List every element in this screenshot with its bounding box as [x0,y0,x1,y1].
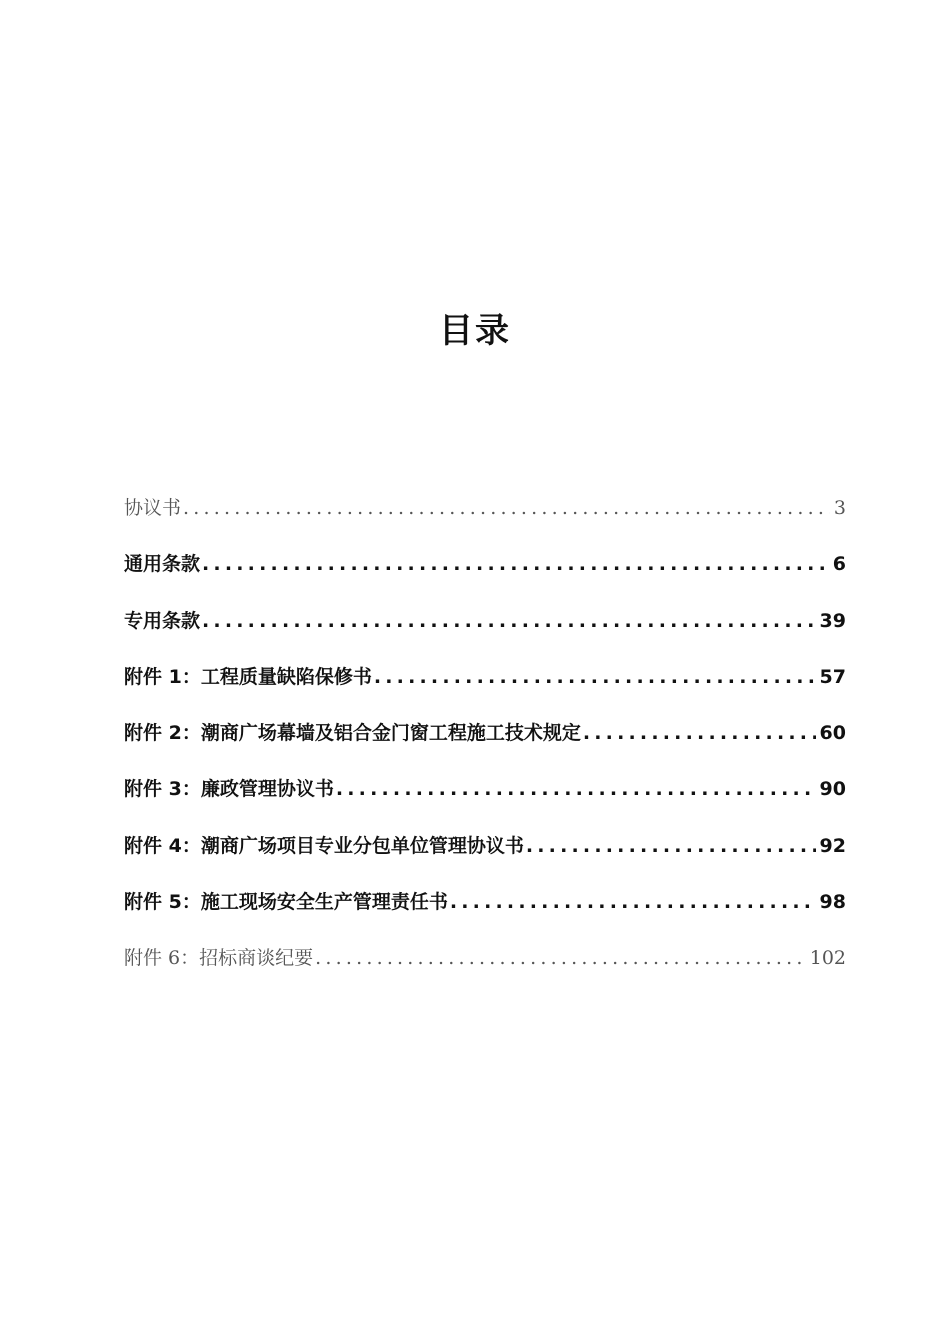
toc-dot-leader [450,884,816,920]
toc-entry-attachment-4[interactable] [124,828,846,884]
toc-page-number: 57 [819,665,846,688]
toc-dot-leader [336,771,816,807]
toc-entry-label: 协议书 [124,497,182,519]
toc-entry-label: 附件 5：施工现场安全生产管理责任书 [124,891,448,914]
toc-page-number: 98 [819,891,846,914]
table-of-contents [124,490,846,997]
toc-entry-attachment-2[interactable] [124,715,846,771]
toc-entry-general-terms[interactable] [124,546,846,602]
toc-entry-special-terms[interactable] [124,603,846,659]
toc-dot-leader [315,940,806,976]
toc-page-number: 92 [819,834,846,857]
toc-page-number: 90 [819,778,846,801]
toc-page-number: 102 [809,947,846,970]
toc-page-number: 3 [833,497,846,519]
toc-page-number: 39 [819,609,846,632]
page-title: 目录 [439,311,511,351]
toc-entry-label: 专用条款 [124,609,201,632]
toc-entry-label: 附件 2：潮商广场幕墙及铝合金门窗工程施工技术规定 [124,722,581,745]
toc-entry-attachment-3[interactable] [124,771,846,827]
toc-entry-label: 附件 4：潮商广场项目专业分包单位管理协议书 [124,834,524,857]
toc-dot-leader [183,490,830,526]
toc-entry-attachment-5[interactable] [124,884,846,940]
toc-entry-agreement[interactable] [124,490,846,546]
toc-entry-attachment-6[interactable] [124,940,846,996]
toc-dot-leader [374,659,816,695]
toc-entry-label: 附件 3：廉政管理协议书 [124,778,334,801]
toc-entry-label: 附件 6：招标商谈纪要 [124,947,314,970]
toc-dot-leader [202,603,816,639]
toc-entry-attachment-1[interactable] [124,659,846,715]
toc-page-number: 60 [819,722,846,745]
toc-dot-leader [526,828,816,864]
toc-dot-leader [202,546,829,582]
toc-page-number: 6 [832,553,846,576]
toc-entry-label: 通用条款 [124,553,201,576]
toc-dot-leader [583,715,816,751]
toc-entry-label: 附件 1：工程质量缺陷保修书 [124,665,372,688]
